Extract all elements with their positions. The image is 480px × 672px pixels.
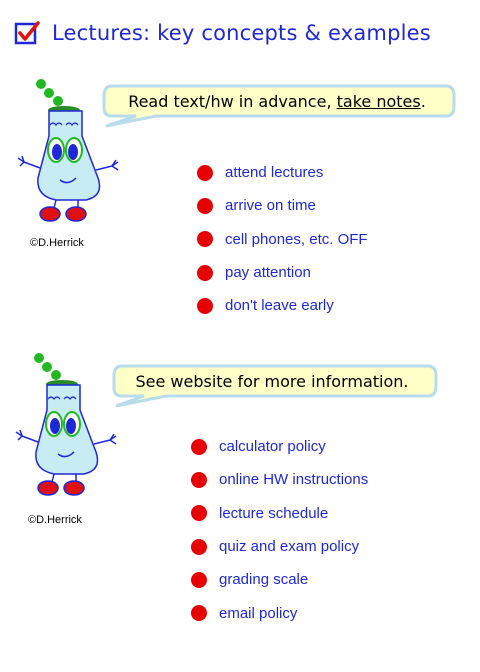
bubble-text-part: Read text/hw in advance, — [128, 92, 337, 111]
list-item — [191, 497, 368, 530]
list-item-label: online HW instructions — [219, 471, 369, 489]
list-item — [191, 596, 368, 629]
bullet-dot-icon — [191, 539, 207, 555]
list-item — [191, 463, 368, 496]
bullet-dot-icon — [197, 298, 213, 314]
bubble-text — [96, 92, 458, 111]
list-item-label: lecture schedule — [219, 504, 329, 522]
speech-bubble — [96, 82, 458, 128]
bullet-list-1 — [197, 156, 368, 322]
bullet-dot-icon — [191, 439, 207, 455]
bubble-text-underlined: take notes — [336, 92, 421, 111]
bullet-dot-icon — [197, 231, 213, 247]
bullet-dot-icon — [191, 472, 207, 488]
list-item-label: quiz and exam policy — [219, 538, 360, 556]
list-item — [197, 289, 368, 322]
bullet-list-2 — [191, 430, 368, 630]
bubble-text: See website for more information. — [135, 372, 409, 391]
checkbox-checked-icon — [14, 21, 38, 45]
list-item-label: grading scale — [219, 571, 309, 589]
list-item — [197, 256, 368, 289]
bullet-dot-icon — [197, 265, 213, 281]
list-item-label: calculator policy — [219, 438, 326, 456]
list-item-label: attend lectures — [225, 164, 324, 182]
bullet-dot-icon — [191, 572, 207, 588]
list-item — [191, 530, 368, 563]
list-item-label: arrive on time — [225, 197, 316, 215]
bubble-text-end: . — [420, 92, 426, 111]
bullet-dot-icon — [191, 505, 207, 521]
list-item-label: cell phones, etc. OFF — [225, 230, 368, 248]
page-header — [14, 18, 431, 48]
list-item — [191, 563, 368, 596]
list-item — [197, 189, 368, 222]
list-item — [197, 156, 368, 189]
list-item-label: email policy — [219, 604, 298, 622]
list-item-label: don't leave early — [225, 297, 334, 315]
bullet-dot-icon — [197, 165, 213, 181]
bullet-dot-icon — [197, 198, 213, 214]
list-item-label: pay attention — [225, 264, 311, 282]
list-item — [197, 223, 368, 256]
page-title: Lectures: key concepts & examples — [52, 21, 431, 45]
copyright-credit: ©D.Herrick — [30, 237, 84, 249]
copyright-credit: ©D.Herrick — [28, 514, 82, 526]
bullet-dot-icon — [191, 605, 207, 621]
speech-bubble — [104, 362, 440, 408]
list-item — [191, 430, 368, 463]
